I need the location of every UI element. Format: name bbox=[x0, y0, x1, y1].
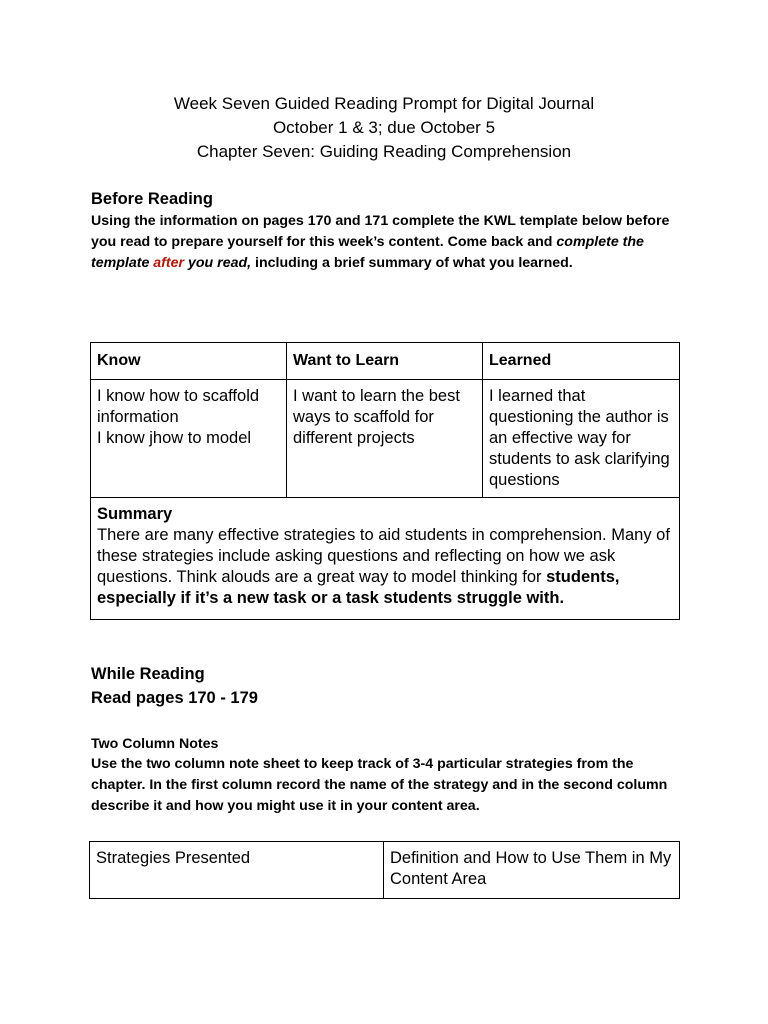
kwl-summary-row bbox=[91, 498, 680, 620]
two-column-notes-table bbox=[89, 841, 680, 899]
before-reading-instructions bbox=[91, 211, 681, 274]
summary-text: There are many effective strategies to aid students in comprehension. Many of these strategies include asking questions and reflecting on how we ask questions. Think alouds are a great way to model thinking for bbox=[97, 526, 670, 586]
notes-header-row bbox=[90, 842, 680, 899]
notes-col-definition: Definition and How to Use Them in My Content Area bbox=[384, 842, 680, 899]
read-pages-heading: Read pages 170 - 179 bbox=[91, 689, 258, 707]
kwl-header-row bbox=[91, 343, 680, 380]
summary-title: Summary bbox=[97, 505, 173, 523]
kwl-header-want: Want to Learn bbox=[287, 343, 483, 380]
know-line-1: I know how to scaffold information bbox=[97, 387, 260, 426]
kwl-content-row bbox=[91, 380, 680, 498]
kwl-header-learned: Learned bbox=[483, 343, 680, 380]
document-title bbox=[0, 92, 768, 164]
while-reading-heading: While Reading bbox=[91, 665, 205, 683]
title-line-3: Chapter Seven: Guiding Reading Comprehension bbox=[196, 142, 572, 161]
summary-text-bold: students, especially if it’s a new task or a task students struggle with. bbox=[97, 568, 620, 607]
instructions-after-red: after bbox=[153, 255, 185, 271]
instructions-part-1: Using the information on pages 170 and 171 complete the KWL template below before you read to prepare yourself for this week’s content. Come back and bbox=[91, 213, 670, 250]
kwl-header-know: Know bbox=[91, 343, 287, 380]
title-line-2: October 1 & 3; due October 5 bbox=[272, 118, 496, 137]
two-column-notes-instructions: Use the two column note sheet to keep track of 3-4 particular strategies from the chapter. In the first column record the name of the strategy and in the second column describe it and how you might use it in your content area. bbox=[91, 756, 668, 814]
kwl-want-cell: I want to learn the best ways to scaffold for different projects bbox=[287, 380, 483, 498]
kwl-know-cell bbox=[91, 380, 287, 498]
know-line-2: I know jhow to model bbox=[97, 429, 252, 447]
kwl-summary-cell bbox=[91, 498, 680, 620]
notes-col-strategies: Strategies Presented bbox=[90, 842, 384, 899]
instructions-italic-1: complete the template bbox=[91, 234, 644, 271]
instructions-part-2: including a brief summary of what you learned. bbox=[251, 255, 573, 271]
title-line-1: Week Seven Guided Reading Prompt for Digital Journal bbox=[173, 94, 595, 113]
two-column-notes-heading: Two Column Notes bbox=[91, 736, 219, 752]
before-reading-heading: Before Reading bbox=[91, 190, 213, 208]
instructions-italic-2: you read, bbox=[184, 255, 252, 271]
kwl-table bbox=[90, 342, 680, 620]
kwl-learned-cell: I learned that questioning the author is an effective way for students to ask clarifying questions bbox=[483, 380, 680, 498]
